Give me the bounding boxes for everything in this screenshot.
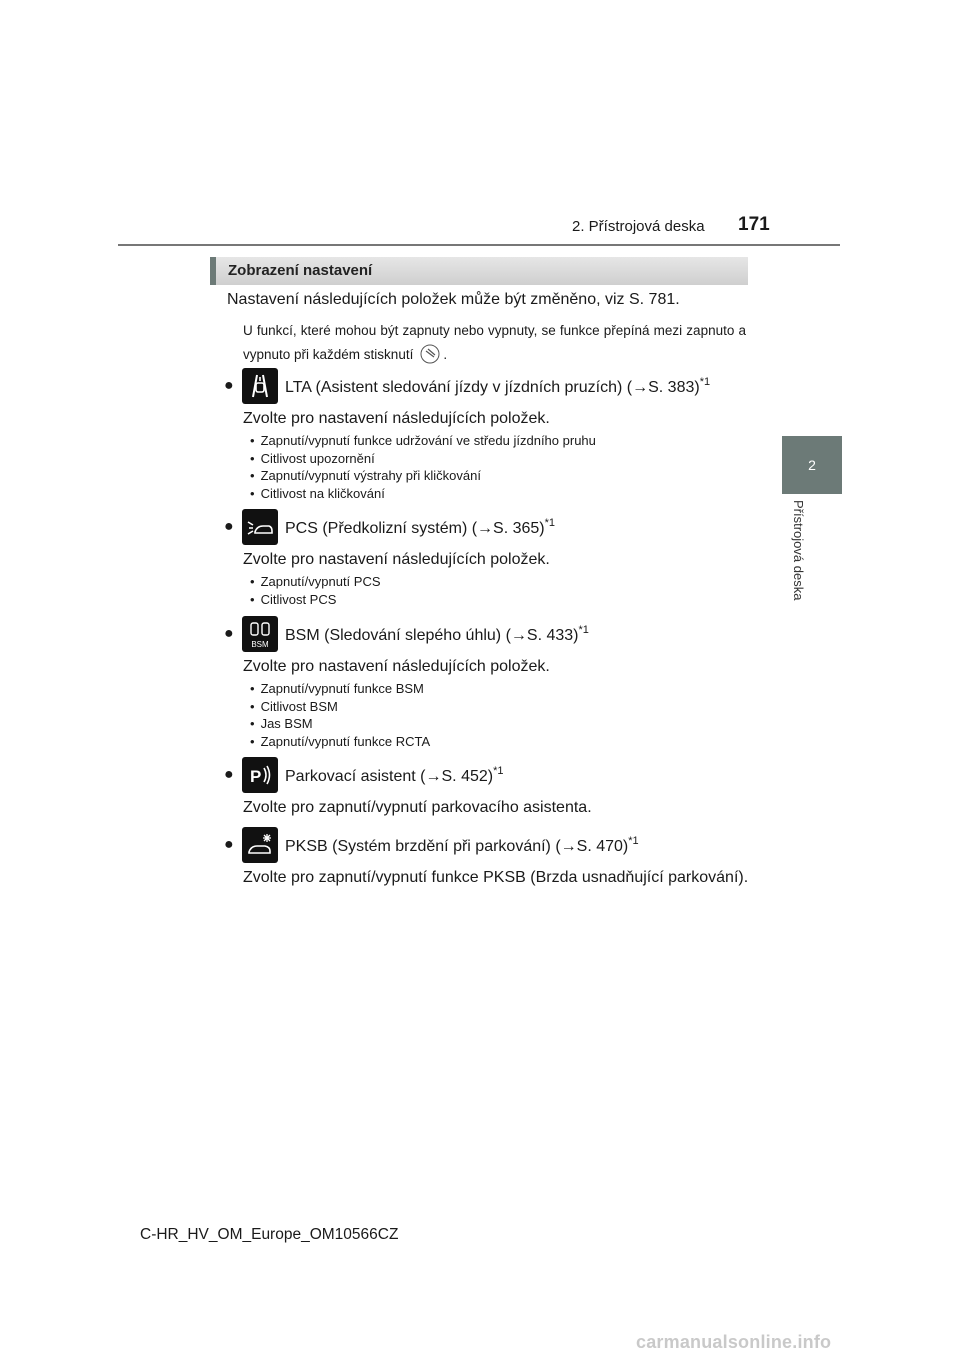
footnote-marker: *1	[699, 375, 711, 388]
list-item: • Zapnutí/vypnutí funkce BSM	[250, 680, 589, 698]
note-text: U funkcí, které mohou být zapnuty nebo vypnuty, se funkce přepíná mezi zapnuto a vypnuto při každém stisknutí	[243, 323, 746, 362]
intro-paragraph: Nastavení následujících položek může být změněno, viz S. 781.	[227, 291, 680, 308]
note-text-end: .	[443, 347, 448, 362]
list-item-parking-assist	[224, 757, 592, 817]
note-paragraph	[243, 319, 746, 367]
bsm-icon	[242, 616, 278, 652]
item-title: Parkovací asistent (→S. 452)	[285, 767, 494, 785]
item-description: Zvolte pro zapnutí/vypnutí parkovacího asistenta.	[243, 799, 592, 816]
bullet: ●	[224, 625, 234, 642]
item-description: Zvolte pro nastavení následujících položek.	[243, 551, 550, 568]
item-title: PCS (Předkolizní systém) (→S. 365)	[285, 519, 545, 537]
document-code: C-HR_HV_OM_Europe_OM10566CZ	[140, 1226, 399, 1243]
item-title: LTA (Asistent sledování jízdy v jízdních pruzích) (→S. 383)	[285, 378, 700, 396]
item-title: PKSB (Systém brzdění při parkování) (→S. 470)	[285, 837, 629, 855]
footnote-marker: *1	[628, 834, 639, 847]
page-number: 171	[738, 214, 770, 235]
option-list	[250, 680, 589, 750]
parking-assist-icon	[242, 757, 278, 793]
chapter-number: 2	[808, 457, 816, 473]
list-item: • Zapnutí/vypnutí PCS	[250, 573, 555, 591]
item-description: Zvolte pro zapnutí/vypnutí funkce PKSB (Brzda usnadňující parkování).	[243, 869, 749, 886]
item-description: Zvolte pro nastavení následujících položek.	[243, 410, 550, 427]
header-section-title: 2. Přístrojová deska	[572, 218, 705, 235]
settings-button-icon	[419, 343, 441, 365]
chapter-tab	[782, 436, 842, 494]
footnote-marker: *1	[544, 516, 556, 529]
chapter-label-text: Přístrojová deska	[791, 500, 806, 601]
item-title: BSM (Sledování slepého úhlu) (→S. 433)	[285, 626, 579, 644]
list-item: • Zapnutí/vypnutí funkce RCTA	[250, 733, 589, 751]
pcs-icon	[242, 509, 278, 545]
list-item-lta	[224, 368, 710, 502]
list-item: • Zapnutí/vypnutí funkce udržování ve středu jízdního pruhu	[250, 432, 710, 450]
list-item-pcs	[224, 509, 555, 608]
bullet: ●	[224, 766, 234, 783]
bullet: ●	[224, 518, 234, 535]
lta-icon	[242, 368, 278, 404]
list-item-bsm	[224, 616, 589, 750]
svg-text:P: P	[250, 767, 262, 786]
pksb-icon	[242, 827, 278, 863]
option-list	[250, 573, 555, 608]
list-item: • Jas BSM	[250, 715, 589, 733]
footnote-marker: *1	[578, 623, 589, 636]
bsm-icon-text: BSM	[251, 639, 269, 649]
list-item: • Citlivost BSM	[250, 698, 589, 716]
chapter-label	[791, 500, 811, 630]
option-list	[250, 432, 710, 502]
list-item: • Citlivost na kličkování	[250, 485, 710, 503]
item-description: Zvolte pro nastavení následujících položek.	[243, 658, 550, 675]
list-item: • Zapnutí/vypnutí výstrahy při kličkování	[250, 467, 710, 485]
watermark: carmanualsonline.info	[636, 1332, 832, 1352]
section-heading: Zobrazení nastavení	[228, 262, 373, 279]
list-item-pksb	[224, 827, 748, 887]
header-divider	[118, 244, 840, 246]
bullet: ●	[224, 377, 234, 394]
bullet: ●	[224, 836, 234, 853]
list-item: • Citlivost upozornění	[250, 450, 710, 468]
section-heading-bar	[210, 257, 748, 285]
footnote-marker: *1	[493, 764, 504, 777]
list-item: • Citlivost PCS	[250, 591, 555, 609]
